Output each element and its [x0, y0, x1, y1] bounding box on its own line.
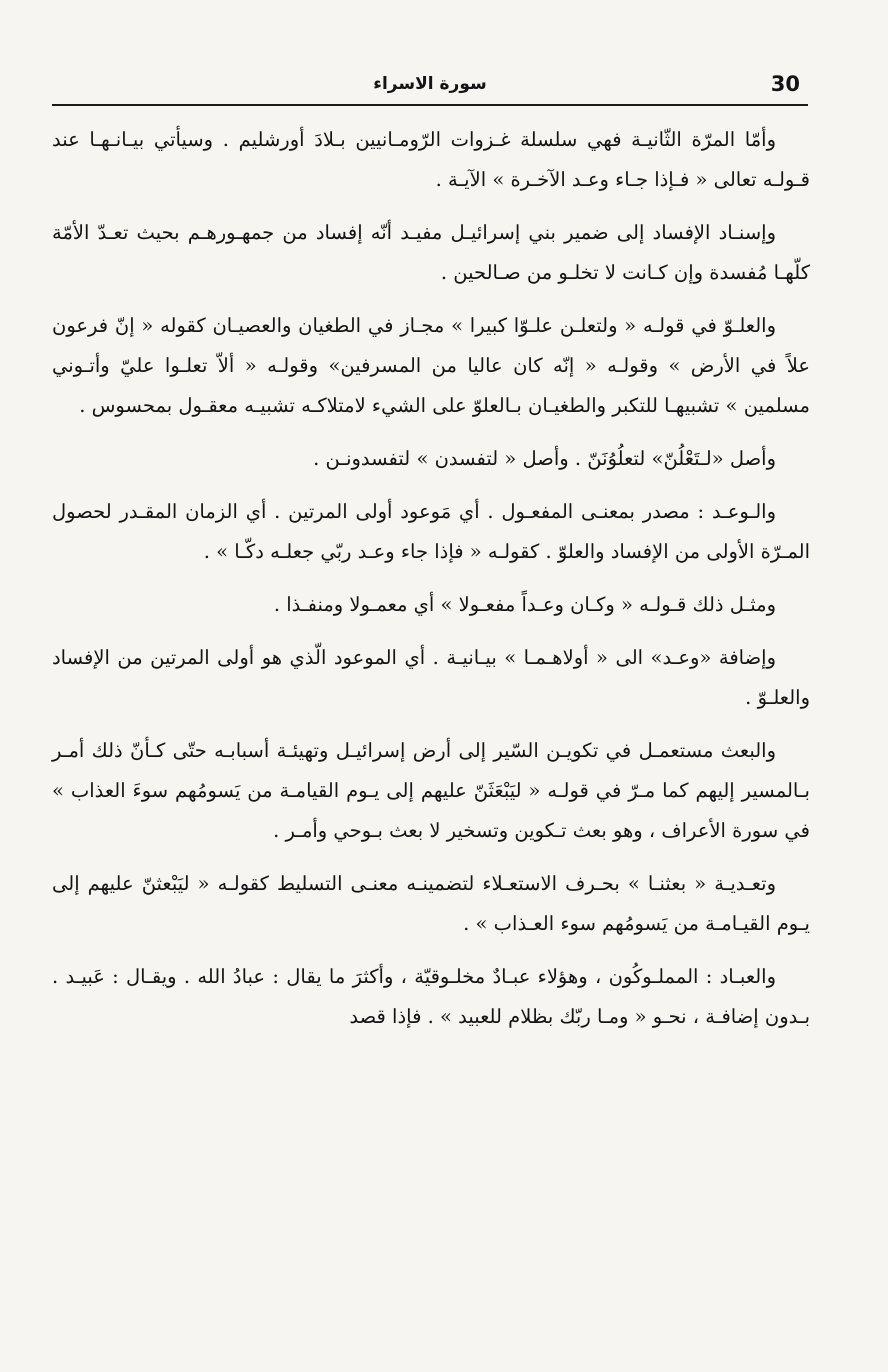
- page-body: [52, 120, 810, 1037]
- paragraph-5: والـوعـد : مصدر بمعنـى المفعـول . أي مَوعود أولى المرتين . أي الزمان المقـدر لحصول المـرّة الأولى من الإفساد والعلوّ . كقولـه « فإذا جاء وعـد ربّي جعلـه دكّـا » .: [52, 500, 810, 563]
- paragraph-8: والبعث مستعمـل في تكويـن السّير إلى أرض إسرائيـل وتهيئـة أسبابـه حتّى كـأنّ ذلك أمـر بـالمسير إليهم كما مـرّ في قولـه « ليَبْعَثَنّ عليهم إلى يـوم القيامـة من يَسومُهم سوءَ العذاب » في سورة الأعراف ، وهو بعث تـكوين وتسخير لا بعث بـوحي وأمـر .: [52, 739, 810, 842]
- paragraph-3: والعلـوّ في قولـه « ولتعلـن علـوّا كبيرا » مجـاز في الطغيان والعصيـان كقوله « إنّ فرعون علاً في الأرض » وقولـه « إنّه كان عاليا من المسرفين» وقولـه « ألاّ تعلـوا عليّ وأتـوني مسلمين » تشبيهـا للتكبر والطغيـان بـالعلوّ على الشيء لامتلاكـه تشبيـه معقـول بمحسوس .: [52, 314, 810, 417]
- paragraph-6: ومثـل ذلك قـولـه « وكـان وعـداً مفعـولا » أي معمـولا ومنفـذا .: [273, 593, 776, 616]
- paragraph-4: وأصل «لـتَعْلُنّ» لتعلُوُنَنّ . وأصل « لتفسدن » لتفسدونـن .: [313, 447, 776, 470]
- paragraph-9: وتعـديـة « بعثنـا » بحـرف الاستعـلاء لتضمينـه معنـى التسليط كقولـه « ليَبْعثنّ عليهم إلى يـوم القيـامـة من يَسومُهم سوء العـذاب » .: [52, 872, 810, 935]
- page-header: [52, 70, 808, 106]
- page-number: 30: [770, 72, 800, 96]
- paragraph-1: وأمّا المرّة الثّانيـة فهي سلسلة غـزوات الرّومـانيين بـلادَ أورشليم . وسيأتي بيـانـهـا عند قـولـه تعالى « فـإذا جـاء وعـد الآخـرة » الآيـة .: [52, 128, 810, 191]
- running-title: سورة الاسراء: [373, 74, 487, 94]
- paragraph-2: وإسنـاد الإفساد إلى ضمير بني إسرائيـل مفيـد أنّه إفساد من جمهـورهـم بحيث تعـدّ الأمّة كلّهـا مُفسدة وإن كـانت لا تخلـو من صـالحين .: [52, 221, 810, 284]
- paragraph-7: وإضافة «وعـد» الى « أولاهـمـا » بيـانيـة . أي الموعود الّذي هو أولى المرتين من الإفساد والعلـوّ .: [52, 646, 810, 709]
- paragraph-10: والعبـاد : المملـوكُون ، وهؤلاء عبـادٌ مخلـوقيّة ، وأكثرَ ما يقال : عبادُ الله . ويقـال : عَبيـد . بـدون إضافـة ، نحـو « ومـا ربّك بظلام للعبيد » . فإذا قصد: [52, 965, 810, 1028]
